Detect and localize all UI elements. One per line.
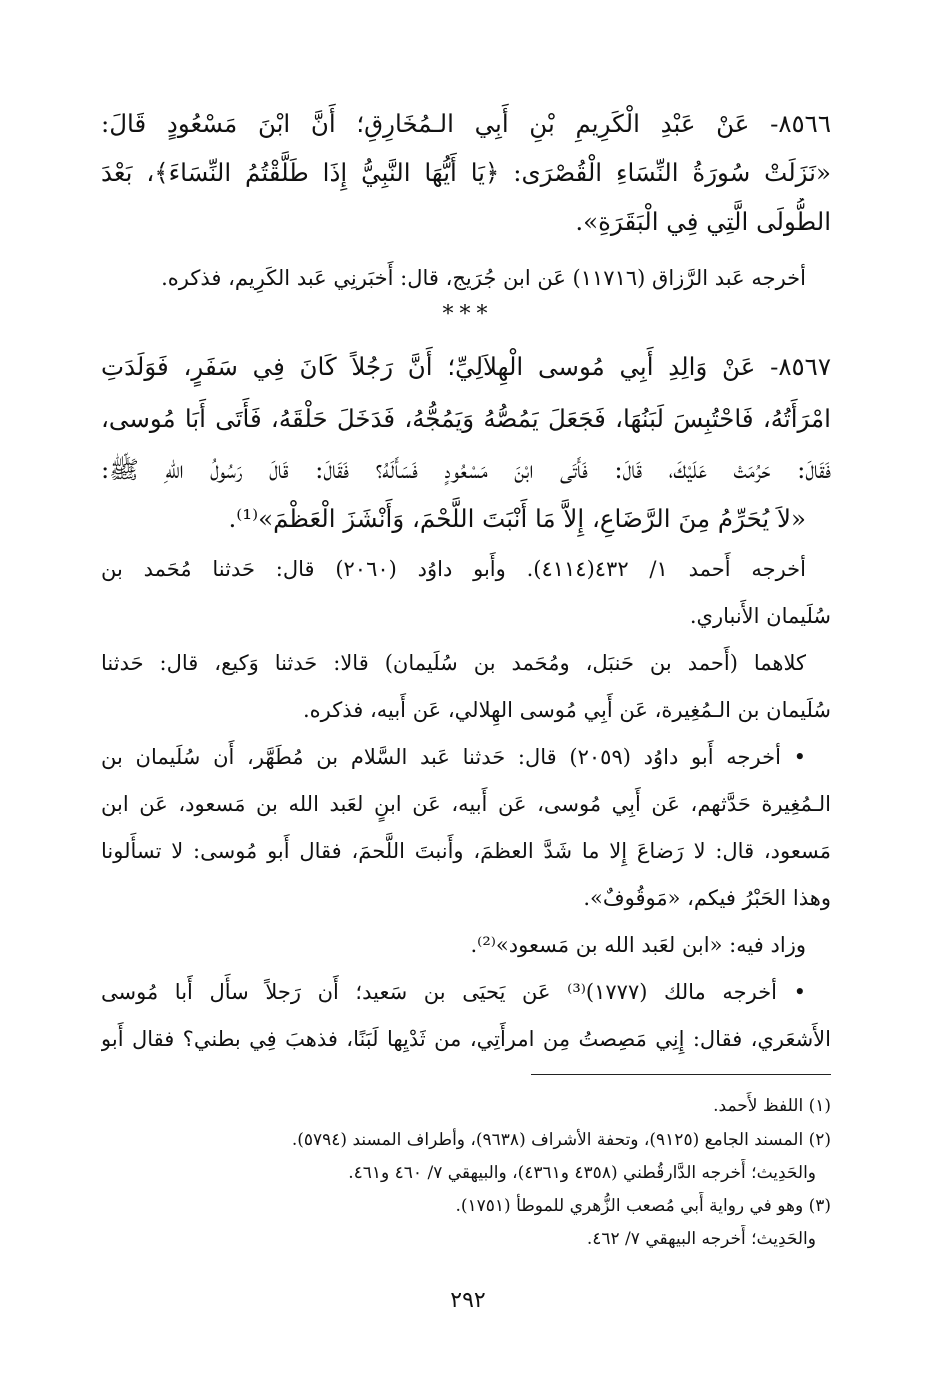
page-number: ٢٩٢ xyxy=(450,1288,486,1313)
commentary-p3-line-1: • أخرجه أَبو داوُد (٢٠٥٩) قال: حَدثنا عَبد السَّلام بن مُطَهَّر، أَن سُلَيمان بن xyxy=(101,745,806,769)
hadith-8566-line-3: الطُّولَى الَّتِي فِي الْبَقَرَةِ». xyxy=(575,207,831,236)
commentary-p2-line-2: سُلَيمان بن الـمُغِيرة، عَن أَبِي مُوسى الهِلالي، عَن أَبيه، فذكره. xyxy=(302,698,831,722)
commentary-p3-line-2: الـمُغِيرة حَدَّثهم، عَن أَبِي مُوسى، عَن أَبيه، عَن ابنٍ لعَبد الله بن مَسعود، عَن ابن xyxy=(101,792,831,816)
commentary-p4-line-1: وزاد فيه: «ابن لعَبد الله بن مَسعود»⁽²⁾. xyxy=(470,933,806,957)
footnote-2-line-1: (٢) المسند الجامع (٩١٢٥)، وتحفة الأشراف (٩٦٣٨)، وأطراف المسند (٥٧٩٤). xyxy=(291,1130,831,1150)
commentary-p3-line-3: مَسعود، قال: لا رَضاعَ إِلا ما شَدَّ العظمَ، وأَنبتَ اللَّحمَ، فقال أَبو مُوسى: لا تسأَلونا xyxy=(101,839,831,863)
footnote-3-line-1: (٣) وهو في رواية أَبي مُصعب الزُّهري للموطأ (١٧٥١). xyxy=(455,1196,831,1216)
hadith-8567-line-1: ٨٥٦٧- عَنْ وَالِدِ أَبِي مُوسى الْهِلاَلِيِّ؛ أَنَّ رَجُلاً كَانَ فِي سَفَرٍ، فَوَلَدَتِ xyxy=(101,352,831,381)
footnote-3-line-2: والحَدِيث؛ أَخرجه البيهقي ٧/ ٤٦٢. xyxy=(586,1229,816,1249)
footnote-divider xyxy=(531,1074,831,1075)
commentary-p1-line-1: أخرجه أَحمد ١/ ٤٣٢(٤١١٤). وأَبو داوُد (٢٠٦٠) قال: حَدثنا مُحَمد بن xyxy=(101,557,806,581)
commentary-p2-line-1: كلاهما (أَحمد بن حَنبَل، ومُحَمد بن سُلَيمان) قالا: حَدثنا وَكيع، قال: حَدثنا xyxy=(101,651,806,675)
commentary-p5-line-1: • أخرجه مالك (١٧٧٧)⁽³⁾ عَن يَحيَى بن سَعيد؛ أَن رَجلاً سأَل أَبا مُوسى xyxy=(101,980,806,1004)
footnote-2-line-2: والحَدِيث؛ أَخرجه الدَّارقُطني (٤٣٥٨ و٤٣٦١)، والبيهقي ٧/ ٤٦٠ و٤٦١. xyxy=(348,1163,816,1183)
footnote-1: (١) اللفظ لأَحمد. xyxy=(713,1096,831,1116)
commentary-p3-line-4: وهذا الحَبْرُ فيكم، «مَوقُوفٌ». xyxy=(583,886,831,910)
commentary-p5-line-2: الأَشعَري، فقال: إِنِي مَصِصتُ مِن امرأَتِي، من ثَدْيِها لَبَنًا، فذهبَ فِي بطني؟ فقال أَبو xyxy=(101,1027,831,1051)
hadith-8567-line-4: «لاَ يُحَرِّمُ مِنَ الرَّضَاعِ، إِلاَّ مَا أَنْبَتَ اللَّحْمَ، وَأَنْشَزَ الْعَظْمَ»⁽¹⁾. xyxy=(228,504,806,533)
section-separator: *** xyxy=(442,302,494,327)
hadith-8566-takhrij: أخرجه عَبد الرَّزاق (١١٧١٦) عَن ابن جُرَيج، قال: أَخبَرنِي عَبد الكَرِيم، فذكره. xyxy=(161,266,806,290)
hadith-8567-line-2: امْرَأَتُهُ، فَاحْتُبِسَ لَبَنُهَا، فَجَعَلَ يَمُصُّهُ وَيَمُجُّهُ، فَدَخَلَ حَلْقَهُ، فَأَتَى أَبَا مُوسى، xyxy=(101,404,831,433)
hadith-8567-line-3: فَقَالَ: حَرُمَتْ عَلَيْكَ، قَالَ: فَأَتَى ابْنَ مَسْعُودٍ فَسَأَلَهُ؟ فَقَالَ: قَالَ رَسُولُ اللهِ ﷺ: xyxy=(101,455,831,484)
commentary-p1-line-2: سُلَيمان الأَنباري. xyxy=(689,604,831,628)
hadith-8566-line-1: ٨٥٦٦- عَنْ عَبْدِ الْكَرِيمِ بْنِ أَبِي الـمُخَارِقِ؛ أَنَّ ابْنَ مَسْعُودٍ قَالَ: xyxy=(101,109,831,138)
hadith-8566-line-2: «نَزَلَتْ سُورَةُ النِّسَاءِ الْقُصْرَى: ﴿يَا أَيُّهَا النَّبِيُّ إِذَا طَلَّقْتُمُ النِّسَاءَ﴾، بَعْدَ xyxy=(101,158,831,187)
